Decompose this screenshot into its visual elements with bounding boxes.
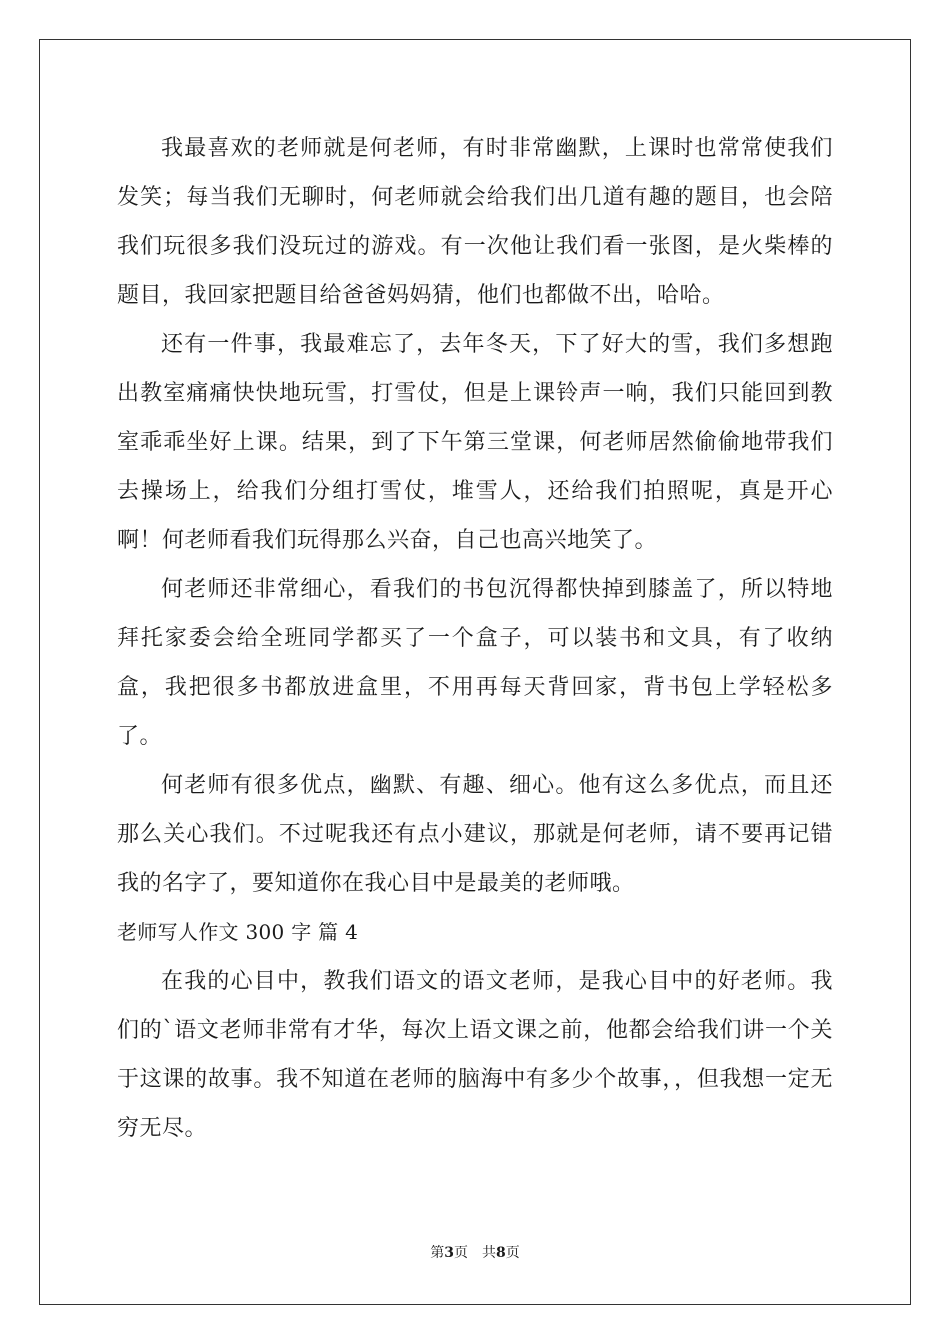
document-body [117,124,833,1153]
paragraph-5: 在我的心目中，教我们语文的语文老师，是我心目中的好老师。我们的`语文老师非常有才华，每次上语文课之前，他都会给我们讲一个关于这课的故事。我不知道在老师的脑海中有多少个故事，，但我想一定无穷无尽。 [117,969,833,1141]
paragraph-4: 何老师有很多优点，幽默、有趣、细心。他有这么多优点，而且还那么关心我们。不过呢我还有点小建议，那就是何老师，请不要再记错我的名字了，要知道你在我心目中是最美的老师哦。 [117,773,833,896]
section-heading: 老师写人作文 300 字 篇 4 [117,920,359,944]
footer-total-prefix: 共 [482,1245,496,1261]
page-footer [0,1243,950,1263]
paragraph-3: 何老师还非常细心，看我们的书包沉得都快掉到膝盖了，所以特地拜托家委会给全班同学都买了一个盒子，可以装书和文具，有了收纳盒，我把很多书都放进盒里，不用再每天背回家，背书包上学轻松多了。 [117,577,833,749]
footer-page-total: 8 [496,1245,506,1261]
footer-page-suffix: 页 [454,1245,468,1261]
footer-page-current: 3 [444,1245,454,1261]
paragraph-2: 还有一件事，我最难忘了，去年冬天，下了好大的雪，我们多想跑出教室痛痛快快地玩雪，打雪仗，但是上课铃声一响，我们只能回到教室乖乖坐好上课。结果，到了下午第三堂课，何老师居然偷偷地带我们去操场上，给我们分组打雪仗，堆雪人，还给我们拍照呢，真是开心啊！何老师看我们玩得那么兴奋，自己也高兴地笑了。 [117,332,833,553]
paragraph-1: 我最喜欢的老师就是何老师，有时非常幽默，上课时也常常使我们发笑；每当我们无聊时，何老师就会给我们出几道有趣的题目，也会陪我们玩很多我们没玩过的游戏。有一次他让我们看一张图，是火柴棒的题目，我回家把题目给爸爸妈妈猜，他们也都做不出，哈哈。 [117,136,833,308]
footer-page-prefix: 第 [430,1245,445,1261]
footer-total-suffix: 页 [505,1245,520,1261]
